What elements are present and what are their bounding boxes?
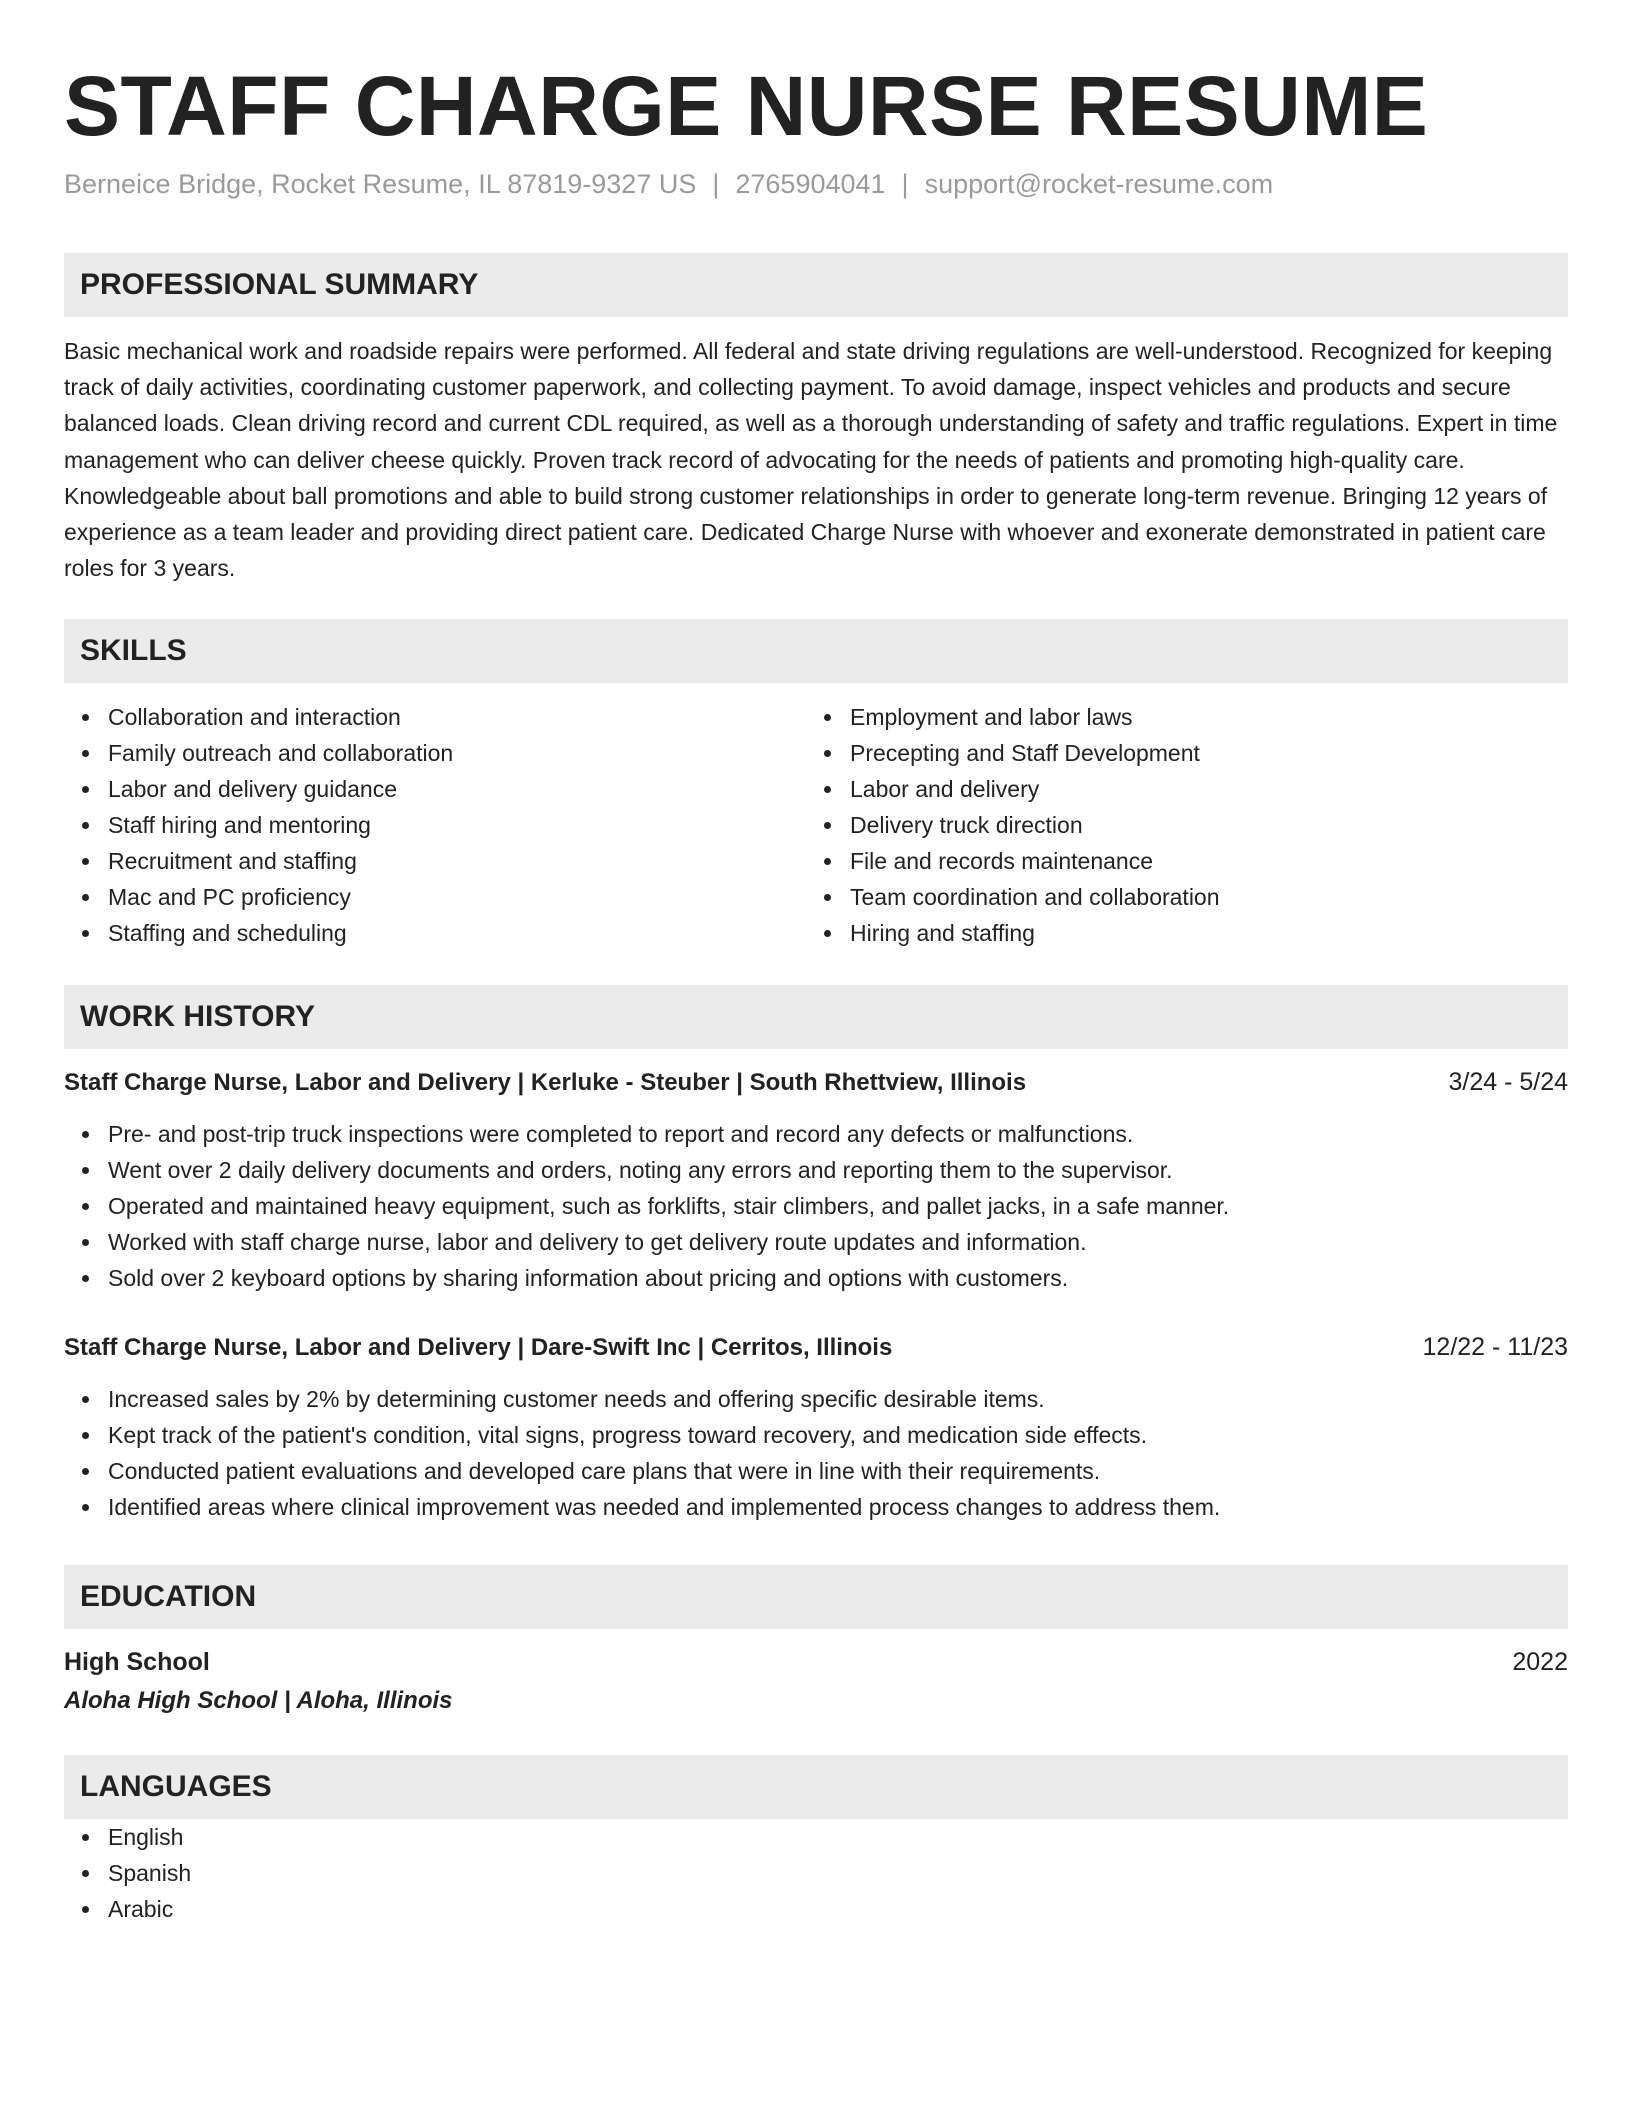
job-bullets bbox=[64, 1381, 1568, 1525]
skill-item: Labor and delivery guidance bbox=[108, 771, 806, 807]
job-entry bbox=[64, 1330, 1568, 1525]
job-bullet: Operated and maintained heavy equipment, such as forklifts, stair climbers, and pallet jacks, in a safe manner. bbox=[108, 1188, 1568, 1224]
job-dates: 3/24 - 5/24 bbox=[1448, 1068, 1568, 1096]
language-item: Arabic bbox=[108, 1891, 1568, 1927]
contact-separator: | bbox=[901, 169, 909, 199]
section-heading: WORK HISTORY bbox=[80, 1000, 316, 1033]
education-header bbox=[64, 1645, 1568, 1679]
education-degree: High School bbox=[64, 1648, 210, 1676]
section-header bbox=[64, 253, 1568, 317]
languages-list bbox=[64, 1819, 1568, 1927]
skill-item: Delivery truck direction bbox=[850, 807, 1548, 843]
skill-item: Family outreach and collaboration bbox=[108, 735, 806, 771]
education-year: 2022 bbox=[1512, 1648, 1568, 1676]
skill-item: Mac and PC proficiency bbox=[108, 879, 806, 915]
contact-address: Berneice Bridge, Rocket Resume, IL 87819-9327 US bbox=[64, 169, 697, 199]
section-header bbox=[64, 985, 1568, 1049]
professional-summary-section bbox=[64, 253, 1568, 586]
summary-text: Basic mechanical work and roadside repairs were performed. All federal and state driving regulations are well-understood. Recognized for keeping track of daily activities, coordinating customer paperwork, and collecting payment. To avoid damage, inspect vehicles and products and secure balanced loads. Clean driving record and current CDL required, as well as a thorough understanding of safety and traffic regulations. Expert in time management who can deliver cheese quickly. Proven track record of advocating for the needs of patients and promoting high-quality care. Knowledgeable about ball promotions and able to build strong customer relationships in order to generate long-term revenue. Bringing 12 years of experience as a team leader and providing direct patient care. Dedicated Charge Nurse with whoever and exonerate demonstrated in patient care roles for 3 years. bbox=[64, 338, 1558, 582]
skill-item: Labor and delivery bbox=[850, 771, 1548, 807]
job-dates: 12/22 - 11/23 bbox=[1422, 1333, 1568, 1361]
contact-email: support@rocket-resume.com bbox=[924, 169, 1274, 199]
job-bullets bbox=[64, 1116, 1568, 1296]
skills-list bbox=[806, 699, 1548, 951]
job-header bbox=[64, 1065, 1568, 1100]
contact-phone: 2765904041 bbox=[735, 169, 886, 199]
skill-item: Team coordination and collaboration bbox=[850, 879, 1548, 915]
job-entry bbox=[64, 1065, 1568, 1296]
skill-item: Employment and labor laws bbox=[850, 699, 1548, 735]
languages-section bbox=[64, 1755, 1568, 1927]
job-bullet: Pre- and post-trip truck inspections were completed to report and record any defects or malfunctions. bbox=[108, 1116, 1568, 1152]
language-item: English bbox=[108, 1819, 1568, 1855]
section-heading: PROFESSIONAL SUMMARY bbox=[80, 268, 479, 301]
work-history-section bbox=[64, 985, 1568, 1525]
job-title: Staff Charge Nurse, Labor and Delivery | Kerluke - Steuber | South Rhettview, Illinois bbox=[64, 1069, 1027, 1096]
contact-line bbox=[64, 166, 1568, 202]
job-bullet: Sold over 2 keyboard options by sharing information about pricing and options with customers. bbox=[108, 1260, 1568, 1296]
job-bullet: Conducted patient evaluations and developed care plans that were in line with their requirements. bbox=[108, 1453, 1568, 1489]
education-section bbox=[64, 1565, 1568, 1719]
skill-item: Collaboration and interaction bbox=[108, 699, 806, 735]
contact-separator: | bbox=[712, 169, 720, 199]
job-bullet: Worked with staff charge nurse, labor and delivery to get delivery route updates and information. bbox=[108, 1224, 1568, 1260]
resume-page bbox=[64, 0, 1568, 1922]
job-header bbox=[64, 1330, 1568, 1365]
skill-item: Hiring and staffing bbox=[850, 915, 1548, 951]
skill-item: Precepting and Staff Development bbox=[850, 735, 1548, 771]
skills-section bbox=[64, 619, 1568, 951]
section-header bbox=[64, 1565, 1568, 1629]
job-bullet: Identified areas where clinical improvement was needed and implemented process changes to address them. bbox=[108, 1489, 1568, 1525]
skill-item: File and records maintenance bbox=[850, 843, 1548, 879]
skills-column-left bbox=[64, 699, 806, 951]
skill-item: Staffing and scheduling bbox=[108, 915, 806, 951]
section-header bbox=[64, 619, 1568, 683]
job-bullet: Went over 2 daily delivery documents and orders, noting any errors and reporting them to the supervisor. bbox=[108, 1152, 1568, 1188]
section-header bbox=[64, 1755, 1568, 1819]
skills-columns bbox=[64, 699, 1568, 951]
skill-item: Staff hiring and mentoring bbox=[108, 807, 806, 843]
education-school: Aloha High School | Aloha, Illinois bbox=[64, 1687, 453, 1714]
section-heading: EDUCATION bbox=[80, 1580, 257, 1613]
skill-item: Recruitment and staffing bbox=[108, 843, 806, 879]
section-heading: SKILLS bbox=[80, 634, 187, 667]
job-bullet: Increased sales by 2% by determining customer needs and offering specific desirable items. bbox=[108, 1381, 1568, 1417]
resume-title: STAFF CHARGE NURSE RESUME bbox=[64, 59, 1429, 153]
job-title: Staff Charge Nurse, Labor and Delivery | Dare-Swift Inc | Cerritos, Illinois bbox=[64, 1334, 893, 1361]
skills-column-right bbox=[806, 699, 1548, 951]
job-bullet: Kept track of the patient's condition, vital signs, progress toward recovery, and medication side effects. bbox=[108, 1417, 1568, 1453]
education-entry bbox=[64, 1645, 1568, 1719]
skills-list bbox=[64, 699, 806, 951]
section-heading: LANGUAGES bbox=[80, 1770, 272, 1803]
language-item: Spanish bbox=[108, 1855, 1568, 1891]
